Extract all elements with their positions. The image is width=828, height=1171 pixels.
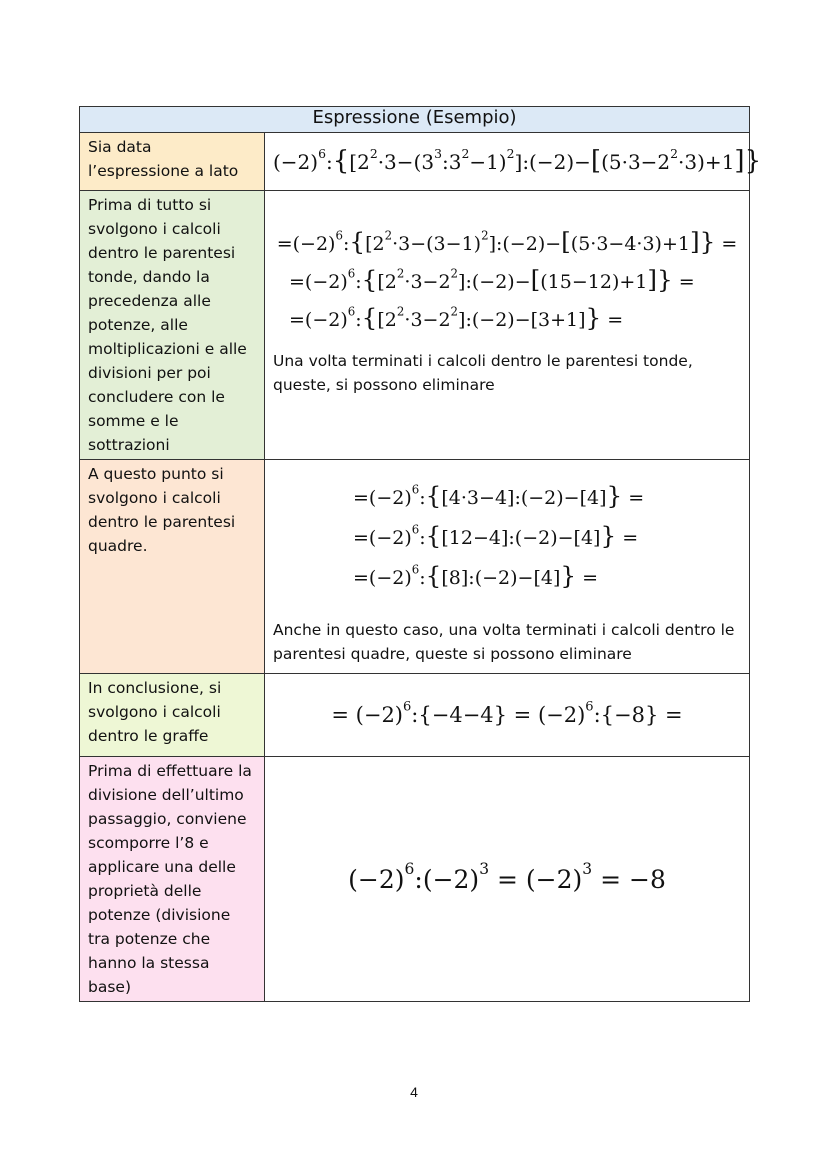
step-description: Prima di tutto si svolgono i calcoli dentro le parentesi tonde, dando la precedenza alle potenze, alle moltiplicazioni e alle divisioni per poi concludere con le somme e le sottrazioni bbox=[80, 191, 265, 460]
step-description: Prima di effettuare la divisione dell’ultimo passaggio, conviene scomporre l’8 e applicare una delle proprietà delle potenze (divisione tra potenze che hanno la stessa base) bbox=[80, 757, 265, 1002]
step-expression bbox=[273, 859, 741, 894]
table-row bbox=[80, 674, 750, 757]
math-line: $=(-2)^6:\{[8]:(-2)-[4]\}$ = bbox=[353, 561, 599, 590]
math-line: $(-2)^6:\{[2^2\cdot 3-(3^3:3^2-1)^2]:(-2)-[(5\cdot 3-2^2\cdot 3)+1]\}$ bbox=[273, 145, 762, 176]
table-row bbox=[80, 133, 750, 191]
math-line: $(-2)^6:(-2)^3 = (-2)^3 = -8$ bbox=[348, 859, 666, 894]
step-expression bbox=[273, 699, 741, 727]
math-line: $=(-2)^6:\{[4\cdot 3-4]:(-2)-[4]\}$ = bbox=[353, 481, 645, 510]
table-row bbox=[80, 757, 750, 1002]
step-description: Sia data l’espressione a lato bbox=[80, 133, 265, 191]
step-expression bbox=[273, 460, 741, 598]
step-expression bbox=[273, 191, 741, 339]
step-description: In conclusione, si svolgono i calcoli dentro le graffe bbox=[80, 674, 265, 757]
step-note: Una volta terminati i calcoli dentro le parentesi tonde, queste, si possono eliminare bbox=[273, 352, 693, 394]
expression-table bbox=[79, 106, 762, 1002]
step-expression bbox=[273, 145, 762, 176]
math-line: $=(-2)^6:\{[2^2\cdot 3-2^2]:(-2)-[3+1]\}$ = bbox=[289, 303, 624, 332]
page-number: 4 bbox=[410, 1084, 418, 1100]
table-row bbox=[80, 460, 750, 674]
step-note: Anche in questo caso, una volta terminati i calcoli dentro le parentesi quadre, queste si possono eliminare bbox=[273, 621, 735, 663]
math-line: $=(-2)^6:\{[2^2\cdot 3-(3-1)^2]:(-2)-[(5\cdot 3-4\cdot 3)+1]\}$ = bbox=[276, 227, 738, 256]
math-line: $=(-2)^6:\{[2^2\cdot 3-2^2]:(-2)-[(15-12)+1]\}$ = bbox=[289, 265, 695, 294]
table-row bbox=[80, 191, 750, 460]
math-line: = $(-2)^6:\{-4-4\}$ = $(-2)^6:\{-8\}$ = bbox=[331, 699, 683, 727]
step-description: A questo punto si svolgono i calcoli dentro le parentesi quadre. bbox=[80, 460, 265, 674]
table-header: Espressione (Esempio) bbox=[80, 107, 750, 133]
math-line: $=(-2)^6:\{[12-4]:(-2)-[4]\}$ = bbox=[353, 521, 639, 550]
